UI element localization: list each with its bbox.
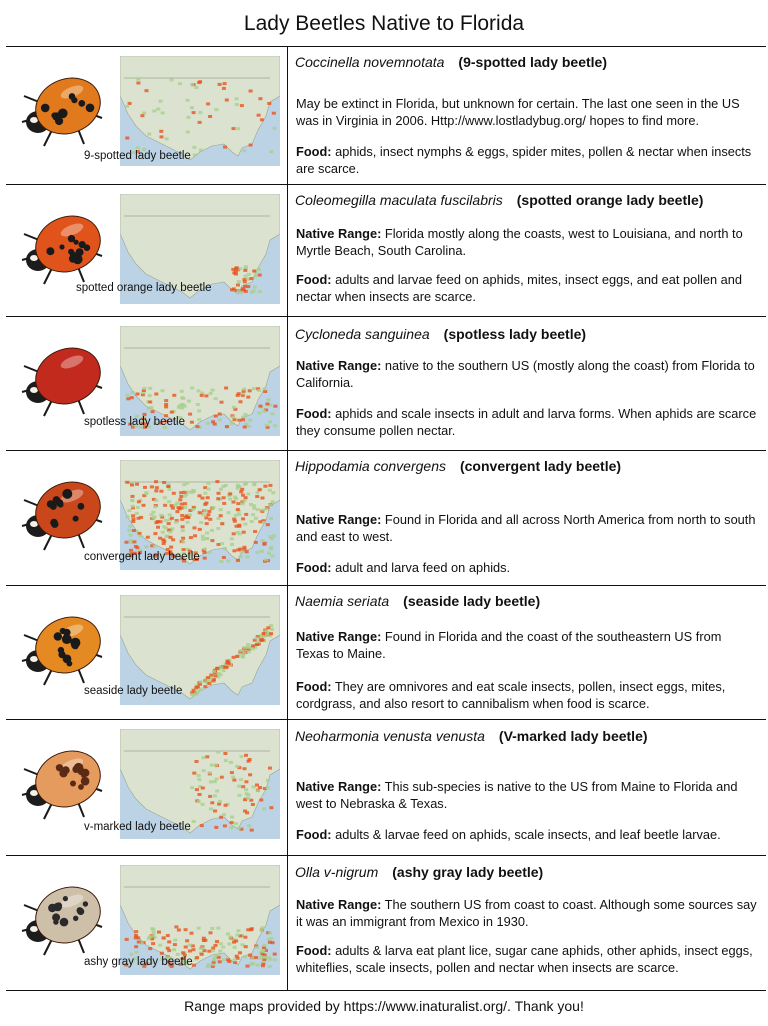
column-divider	[287, 719, 288, 855]
paragraph-text: Found in Florida and the coast of the southeastern US from Texas to Maine.	[296, 629, 722, 661]
scientific-name: Cycloneda sanguinea	[295, 326, 430, 342]
row-divider	[6, 855, 766, 856]
beetle-row	[0, 184, 768, 316]
page-title: Lady Beetles Native to Florida	[243, 12, 525, 35]
paragraph-label: Food:	[296, 144, 332, 159]
range-paragraph	[296, 629, 758, 662]
food-paragraph	[296, 943, 758, 976]
convergent-beetle-icon	[14, 468, 110, 558]
paragraph-label: Native Range:	[296, 779, 382, 794]
beetle-heading	[295, 326, 586, 344]
beetle-caption: 9-spotted lady beetle	[84, 150, 191, 162]
food-paragraph	[296, 144, 758, 177]
beetle-row	[0, 46, 768, 184]
common-name: (spotless lady beetle)	[443, 326, 587, 342]
row-divider	[6, 184, 766, 185]
nine-spotted-beetle-icon	[14, 64, 110, 154]
beetle-caption: spotted orange lady beetle	[76, 282, 212, 294]
common-name: (spotted orange lady beetle)	[516, 192, 704, 208]
paragraph-label: Food:	[296, 272, 332, 287]
beetle-heading	[295, 593, 540, 611]
beetle-photo	[14, 334, 110, 429]
common-name: (seaside lady beetle)	[403, 593, 541, 609]
column-divider	[287, 316, 288, 450]
beetle-caption: spotless lady beetle	[84, 416, 186, 428]
row-divider	[6, 316, 766, 317]
food-paragraph	[296, 272, 758, 305]
paragraph-label: Native Range:	[296, 358, 382, 373]
scientific-name: Coleomegilla maculata fuscilabris	[295, 192, 503, 208]
v-marked-beetle-icon	[14, 737, 110, 827]
column-divider	[287, 184, 288, 316]
row-divider	[6, 585, 766, 586]
spotless-beetle-icon	[14, 334, 110, 424]
beetle-photo	[14, 603, 110, 698]
paragraph-label: Native Range:	[296, 897, 382, 912]
common-name: (V-marked lady beetle)	[498, 728, 648, 744]
beetle-heading	[295, 54, 607, 72]
paragraph-text: The southern US from coast to coast. Although some sources say it was an immigrant from Mexico in 1930.	[296, 897, 757, 929]
paragraph-text: adult and larva feed on aphids.	[331, 560, 511, 575]
paragraph-text: This sub-species is native to the US from Maine to Florida and west to Nebraska & Texas.	[296, 779, 738, 811]
paragraph-text: May be extinct in Florida, but unknown for certain. The last one seen in the US was in Virginia in 2006. Http://www.lostladybug.org/ hopes to find more.	[296, 96, 740, 128]
paragraph-label: Native Range:	[296, 512, 382, 527]
paragraph-label: Food:	[296, 406, 332, 421]
beetle-caption: v-marked lady beetle	[84, 821, 191, 833]
range-paragraph	[296, 897, 758, 930]
paragraph-text: adults & larva eat plant lice, sugar cane aphids, other aphids, insect eggs, whiteflies, scale insects, pollen and nectar when insects are scarce.	[296, 943, 753, 975]
seaside-beetle-icon	[14, 603, 110, 693]
beetle-row	[0, 316, 768, 450]
paragraph-label: Food:	[296, 943, 332, 958]
beetle-heading	[295, 192, 703, 210]
range-paragraph	[296, 358, 758, 391]
paragraph-label: Native Range:	[296, 226, 382, 241]
beetle-caption: convergent lady beetle	[84, 551, 200, 563]
row-divider	[6, 990, 766, 991]
food-paragraph	[296, 560, 758, 577]
food-paragraph	[296, 406, 758, 439]
common-name: (convergent lady beetle)	[459, 458, 622, 474]
beetle-row	[0, 450, 768, 585]
beetle-photo	[14, 737, 110, 832]
beetle-heading	[295, 864, 543, 882]
scientific-name: Hippodamia convergens	[295, 458, 446, 474]
paragraph-text: adults & larvae feed on aphids, scale insects, and leaf beetle larvae.	[331, 827, 721, 842]
common-name: (9-spotted lady beetle)	[458, 54, 608, 70]
paragraph-label: Food:	[296, 827, 332, 842]
paragraph-text: Florida mostly along the coasts, west to Louisiana, and north to Myrtle Beach, South Carolina.	[296, 226, 743, 258]
beetle-row	[0, 719, 768, 855]
paragraph-text: adults and larvae feed on aphids, mites, insect eggs, and eat pollen and nectar when insects are scarce.	[296, 272, 743, 304]
scientific-name: Coccinella novemnotata	[295, 54, 445, 70]
footer-credit: Range maps provided by https://www.inaturalist.org/. Thank you!	[184, 998, 584, 1014]
beetle-photo	[14, 64, 110, 159]
beetle-photo	[14, 468, 110, 563]
range-paragraph	[296, 226, 758, 259]
column-divider	[287, 450, 288, 585]
range-paragraph	[296, 512, 758, 545]
paragraph-text: aphids and scale insects in adult and larva forms. When aphids are scarce they consume pollen nectar.	[296, 406, 757, 438]
beetle-heading	[295, 728, 648, 746]
paragraph-text: They are omnivores and eat scale insects, pollen, insect eggs, mites, cordgrass, and also resort to cannibalism when food is scarce.	[296, 679, 726, 711]
range-paragraph	[296, 96, 758, 129]
beetle-row	[0, 585, 768, 719]
column-divider	[287, 46, 288, 184]
paragraph-label: Food:	[296, 560, 332, 575]
column-divider	[287, 585, 288, 719]
scientific-name: Naemia seriata	[295, 593, 390, 609]
beetle-caption: seaside lady beetle	[84, 685, 183, 697]
scientific-name: Neoharmonia venusta venusta	[295, 728, 485, 744]
food-paragraph	[296, 827, 758, 844]
beetle-row	[0, 855, 768, 990]
column-divider	[287, 855, 288, 990]
common-name: (ashy gray lady beetle)	[392, 864, 544, 880]
ashy-gray-beetle-icon	[14, 873, 110, 963]
paragraph-text: aphids, insect nymphs & eggs, spider mites, pollen & nectar when insects are scarce.	[296, 144, 752, 176]
range-paragraph	[296, 779, 758, 812]
beetle-caption: ashy gray lady beetle	[84, 956, 193, 968]
beetle-heading	[295, 458, 621, 476]
scientific-name: Olla v-nigrum	[295, 864, 379, 880]
row-divider	[6, 719, 766, 720]
row-divider	[6, 46, 766, 47]
beetle-photo	[14, 873, 110, 968]
paragraph-text: native to the southern US (mostly along the coast) from Florida to California.	[296, 358, 755, 390]
paragraph-label: Food:	[296, 679, 332, 694]
paragraph-text: Found in Florida and all across North America from north to south and east to west.	[296, 512, 756, 544]
row-divider	[6, 450, 766, 451]
paragraph-label: Native Range:	[296, 629, 382, 644]
food-paragraph	[296, 679, 758, 712]
spotted-orange-beetle-icon	[14, 202, 110, 292]
